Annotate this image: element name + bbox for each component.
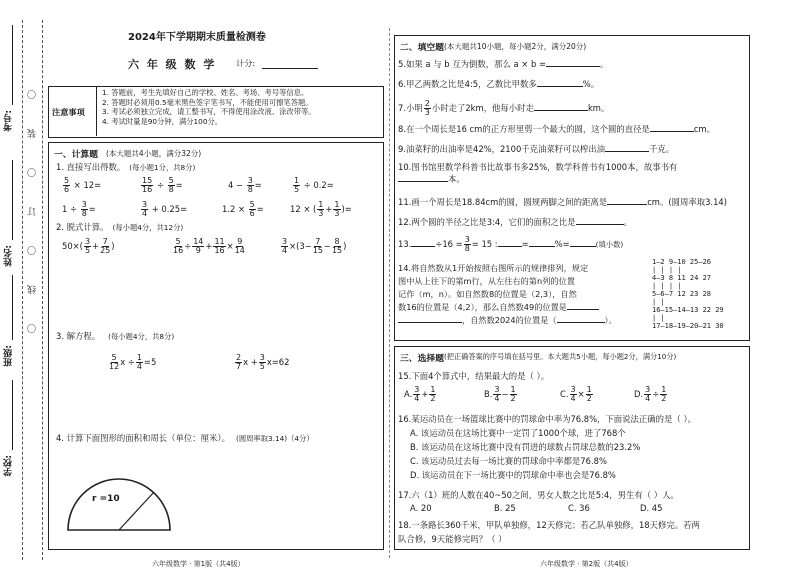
q17-option-b[interactable]: B. 25 [494, 503, 516, 513]
side-label-school: 学校: [4, 455, 14, 477]
q1-item-8: 12 × ( $\frac{1}{3}$ + $\frac{1}{3}$ )= [290, 200, 352, 218]
q17: 17.六（1）班的人数在40~50之间，男女人数之比是5:4，男生有（ ）人。 [398, 490, 679, 500]
section2-title: 二、填空题 [400, 43, 444, 53]
q8: 8.在一个周长是16 cm的正方形里剪一个最大的圆，这个圆的直径是 cm。 [398, 124, 715, 134]
q2-label: 2. 脱式计算。 (每小题4分，共12分) [56, 222, 184, 232]
q16: 16.某运动员在一场篮球比赛中的罚球命中率为76.8%，下面说法正确的是（ ）。 [398, 414, 697, 424]
q10-a: 10.图书馆里数学科普书比故事书多25%，数学科普书有1000本，故事书有 [398, 162, 678, 172]
side-blank-id[interactable] [12, 25, 14, 105]
q18-line1: 18.一条路长360千米，甲队单独修，12天修完；若乙队单独修，18天修完。若两 [398, 520, 700, 530]
q1-item-2: $\frac{15}{16}$ ÷ $\frac{5}{8}$ = [142, 176, 183, 194]
q1-item-7: 1.2 × $\frac{5}{6}$ = [222, 200, 264, 218]
q13: 13. ÷16 = $\frac{3}{8}$ = 15 : = %= (填小数) [398, 235, 624, 253]
q17-option-a[interactable]: A. 20 [410, 503, 432, 513]
q5: 5.如果 a 与 b 互为倒数，那么 a × b = 。 [398, 59, 609, 69]
footer-right: 六年级数学 · 第2版（共4版） [540, 560, 633, 568]
q16-option-d[interactable]: D. 该运动员在下一场比赛中的罚球命中率也会是76.8% [410, 470, 616, 480]
q3-item-2: $\frac{2}{7}$ x + $\frac{3}{5}$ x=62 [236, 353, 290, 371]
section3-title: 三、选择题 [400, 354, 444, 364]
notice-item: 3. 考试必须独立完成，请工整书写，不得使用涂改液、涂改带等。 [102, 107, 316, 116]
side-label-class: 班级: [4, 345, 14, 367]
q16-option-c[interactable]: C. 该运动员过去每一场比赛的罚球命中率都是76.8% [410, 456, 607, 466]
q14: 14.将自然数从1开始按照右图所示的规律排列，规定 图中从上往下的第m行，从左往右的第n列的位置 记作（m，n）。如自然数8的位置是（2,3），自然 数16的位置是（4,2），那么自然数49的位置是 ，自然数2024的位置是（ ）。 [398, 263, 617, 325]
q2-item-2: $\frac{5}{16}$ ÷ $\frac{14}{9}$ + $\frac{11}{16}$ × $\frac{9}{14}$ [173, 237, 245, 255]
side-label-id: 考号: [4, 110, 14, 132]
q1-item-6: $\frac{3}{4}$ + 0.25= [142, 200, 188, 218]
score-label: 计分: [236, 58, 256, 68]
notice-divider [96, 86, 97, 136]
score-blank[interactable] [262, 68, 318, 69]
q4-label: 4. 计算下面图形的面积和周长（单位：厘米）。 (圆周率取3.14)（4分） [56, 433, 314, 443]
q15-option-b[interactable]: B. $\frac{3}{4}$ − $\frac{1}{2}$ [484, 385, 516, 403]
exam-title: 2024年下学期期末质量检测卷 [128, 32, 266, 43]
section1-title: 一、计算题 [54, 150, 98, 160]
q1-item-1: $\frac{5}{6}$ × 12= [64, 176, 102, 194]
q15-option-a[interactable]: A. $\frac{3}{4}$ + $\frac{1}{2}$ [404, 385, 436, 403]
q11: 11.画一个周长是18.84cm的圆，圆规两脚之间的距离是 cm。(圆周率取3.14) [398, 197, 728, 207]
q1-item-5: 1 ÷ $\frac{3}{8}$ = [62, 200, 96, 218]
q2-item-1: 50×( $\frac{3}{5}$ + $\frac{7}{25}$ ) [62, 237, 115, 255]
q18-line2: 队合修，9天能修完吗？（ ） [398, 534, 507, 544]
q15: 15.下面4个算式中，结果最大的是（ ）。 [398, 371, 550, 381]
side-blank-school[interactable] [12, 380, 14, 450]
subject-title: 六 年 级 数 学 [128, 58, 217, 71]
notice-item: 1. 答题前，考生先填好自己的学校、姓名、考场、考号等信息。 [102, 88, 309, 97]
page-divider [389, 28, 390, 558]
side-blank-name[interactable] [12, 160, 14, 240]
binding-line-2 [42, 20, 43, 560]
q15-option-c[interactable]: C. $\frac{3}{4}$ × $\frac{1}{2}$ [560, 385, 592, 403]
q1-label: 1. 直接写出得数。 (每小题1分，共8分) [56, 162, 196, 172]
side-blank-class[interactable] [12, 275, 14, 340]
number-spiral-grid: 1—2 9—10 25—26 | | | | 4—3 8 11 24 27 | | | | 5—6—7 12 23 28 | | 16—15—14—13 22 29 | | 17—18—19—20—21 30 [652, 258, 724, 330]
side-label-name: 姓名: [4, 245, 14, 267]
notice-items [102, 88, 316, 126]
footer-left: 六年级数学 · 第1版（共4版） [152, 560, 245, 568]
q1-item-3: 4 − $\frac{3}{8}$ = [228, 176, 262, 194]
q10-b: 本。 [398, 173, 465, 185]
q3-label: 3. 解方程。 (每小题4分，共8分) [56, 331, 175, 341]
q16-option-a[interactable]: A. 该运动员在这场比赛中一定罚了1000个球，进了768个 [410, 428, 626, 438]
binding-line [22, 20, 23, 560]
side-line-marks: 〇线〇订〇装〇 [28, 60, 38, 333]
semicircle-figure [64, 478, 174, 534]
notice-item: 2. 答题时必须用0.5毫米黑色签字笔书写，不能使用可擦笔答题。 [102, 97, 313, 107]
notice-item: 4. 考试时量是90分钟，满分100分。 [102, 116, 223, 126]
q12: 12.两个圆的半径之比是3:4，它们的面积之比是 。 [398, 217, 632, 227]
q17-option-c[interactable]: C. 36 [568, 503, 590, 513]
q15-option-d[interactable]: D. $\frac{3}{4}$ ÷ $\frac{1}{2}$ [634, 385, 667, 403]
radius-label: r =10 [92, 494, 120, 504]
q7: 7.小明 $\frac{2}{3}$ 小时走了2km，他每小时走 km。 [398, 99, 610, 117]
q17-option-d[interactable]: D. 45 [640, 503, 663, 513]
section1-note: (本大题共4小题，满分32分) [106, 149, 202, 158]
q1-item-4: $\frac{1}{5}$ ÷ 0.2= [294, 176, 334, 194]
q3-item-1: $\frac{5}{12}$ x ÷ $\frac{1}{4}$ =5 [109, 353, 157, 371]
q16-option-b[interactable]: B. 该运动员在这场比赛中没有罚进的球数占罚球总数的23.2% [410, 442, 641, 452]
section3-note: (把正确答案的序号填在括号里。本大题共5小题，每小题2分，满分10分) [444, 352, 677, 361]
section2-note: (本大题共10小题，每小题2分，满分20分) [444, 42, 587, 51]
q2-item-3: $\frac{3}{4}$ ×(3− $\frac{7}{15}$ − $\frac{8}{15}$ ) [282, 237, 347, 255]
q6: 6.甲乙两数之比是4:5，乙数比甲数多 %。 [398, 79, 600, 89]
q9: 9.油菜籽的出油率是42%，2100千克油菜籽可以榨出油 千克。 [398, 144, 675, 154]
notice-label: 注意事项 [52, 107, 85, 117]
